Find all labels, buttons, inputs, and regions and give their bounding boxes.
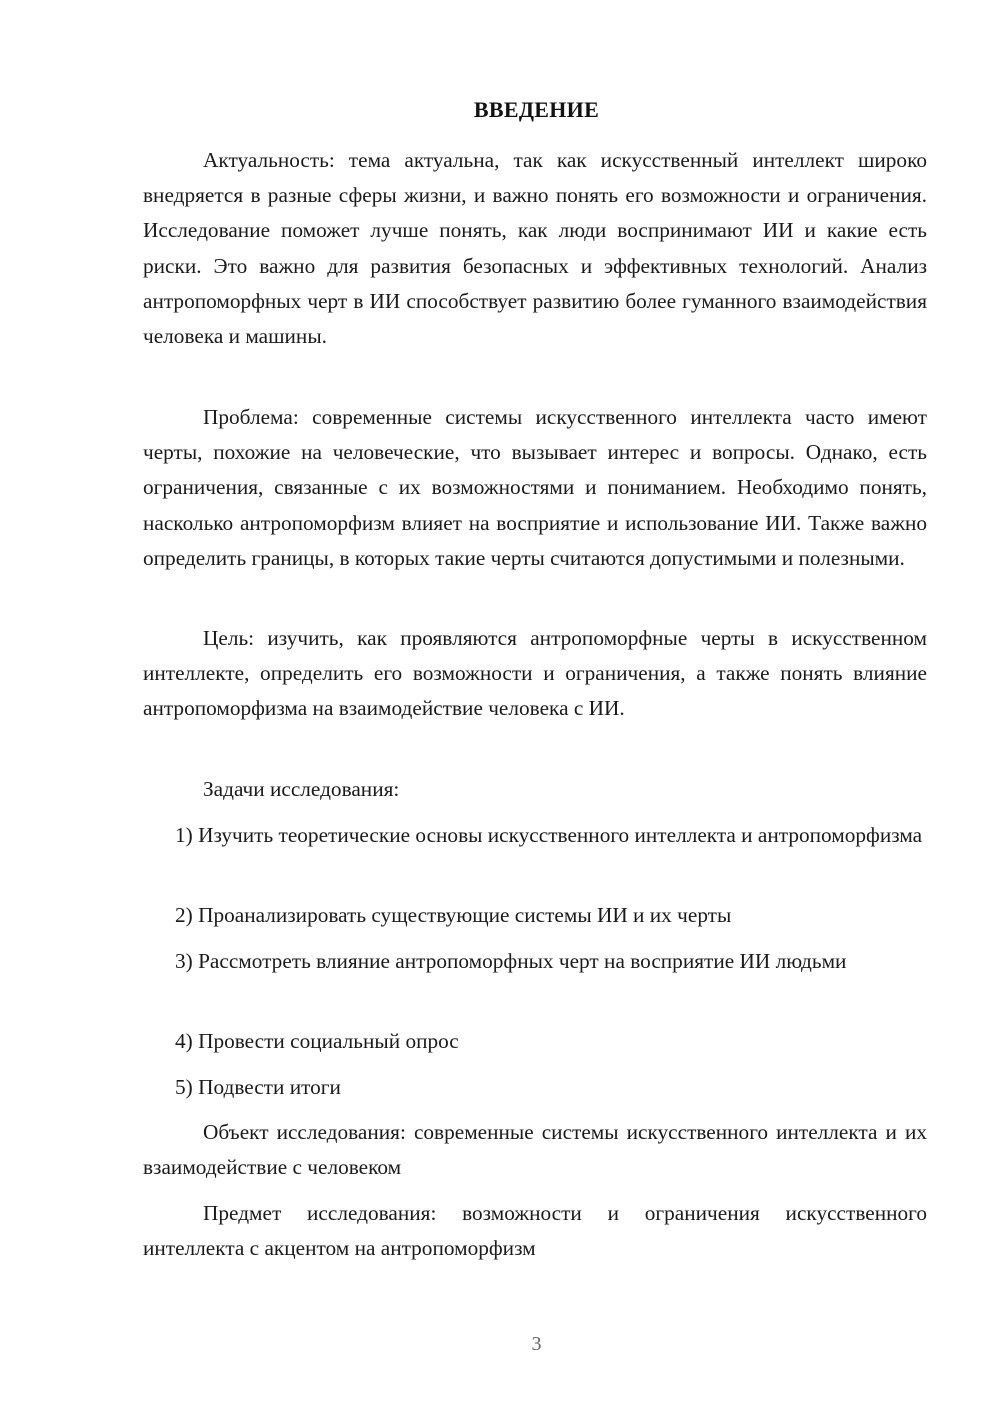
paragraph-relevance: Актуальность: тема актуальна, так как искусственный интеллект широко внедряется в разные сферы жизни, и важно понять его возможности и ограничения. Исследование поможет лучше понять, как люди воспринимают ИИ и какие есть риски. Это важно для развития безопасных и эффективных технологий. Анализ антропоморфных черт в ИИ способствует развитию более гуманного взаимодействия человека и машины. xyxy=(143,148,927,349)
page-title: ВВЕДЕНИЕ xyxy=(473,97,600,122)
paragraph-goal: Цель: изучить, как проявляются антропоморфные черты в искусственном интеллекте, определить его возможности и ограничения, а также понять влияние антропоморфизма на взаимодействие человека с ИИ. xyxy=(143,626,927,721)
task-item-1: 1) Изучить теоретические основы искусственного интеллекта и антропоморфизма xyxy=(175,823,923,847)
paragraph-subject: Предмет исследования: возможности и ограничения искусственного интеллекта с акцентом на антропоморфизм xyxy=(143,1201,927,1261)
task-item-4: 4) Провести социальный опрос xyxy=(175,1029,459,1053)
page-number: 3 xyxy=(531,1333,542,1355)
paragraph-object: Объект исследования: современные системы искусственного интеллекта и их взаимодействие с человеком xyxy=(143,1120,927,1180)
task-item-5: 5) Подвести итоги xyxy=(175,1075,341,1099)
paragraph-problem: Проблема: современные системы искусственного интеллекта часто имеют черты, похожие на человеческие, что вызывает интерес и вопросы. Однако, есть ограничения, связанные с их возможностями и пониманием. Необходимо понять, насколько антропоморфизм влияет на восприятие и использование ИИ. Также важно определить границы, в которых такие черты считаются допустимыми и полезными. xyxy=(143,405,927,570)
task-item-3: 3) Рассмотреть влияние антропоморфных черт на восприятие ИИ людьми xyxy=(175,949,847,973)
task-item-2: 2) Проанализировать существующие системы ИИ и их черты xyxy=(175,903,732,927)
tasks-heading: Задачи исследования: xyxy=(203,777,400,801)
